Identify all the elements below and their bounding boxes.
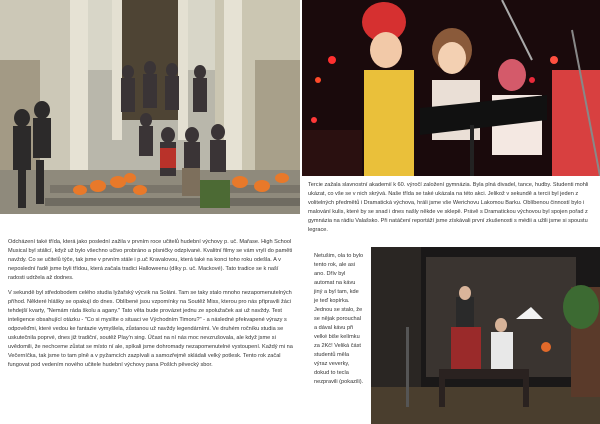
ski-course-paragraph bbox=[8, 289, 296, 370]
concert-stage-photo bbox=[302, 0, 600, 176]
coffee-machine-paragraph bbox=[314, 252, 364, 387]
ski-course-paragraph-text: V sekundě byl středobodem celého studia lyžařský výcvik na Soláni. Tam se taky stalo mnoho nezapomenutelných příhod. Některé hlášky se opakují do dnes. Oblíbené jsou vzpomínky na Soutěž Miss, kterou pro nás připravili žáci tehdejší kvarty, "Nemám ráda školu a agany." Tato věta bude provázet jednu ze spolužaček asi už navždy. Test inteligence obsahující otázku - "Co si myslíte o situaci ve Východním Timoru?" - a následné překvapené výrazy s odpověďmi, které vedou ke fantazie vymyšlela, zůstanou už navždy legendárními. Ve druhém ročníku studia se uskutečnila poprvé, dnes již tradiční, soutěž Play'n sing. Účast na ní nás moc nevzrušovala, ale když jsme si uvědomili, že nechceme zůstat se místo ní ale, spíkali jsme dohromady nezapomenutelné vystoupení. Každý mi na Večerníčka, tak jsme to tam plně a v pyžamcích zazpívali a samozřejmě skládali velký potlesk. Tento rok začal fungovat pod vedením nového učitele hudební výchovy pana Pošlch pěvecký sbor. bbox=[8, 290, 293, 368]
intro-paragraph-text: Odcházení také třída, která jako poslední zažila v prvním roce učitelů hudební výchovy p. uč. Mařase. High School Musical byl stálicí, když už bylo všechno učivo probráno a písničky odzpívané. Kvalitní filmy se vám vrylí do paměti navždy. Co se učitelů týče, tak jsme v prvním stále i p.uč Kravalovou, která také na konci toho roku odešla. A v neposlední řadě jsme byli třídou, která začala tradici Halloweenu (díky p. uč. Mackové). Tato tradice se k naší radosti udržela až dodnes. bbox=[8, 239, 293, 281]
concert-paragraph-text: Tercie zažala slavnostní akademií k 60. výročí založení gymnázia. Byla plná divadel, tance, hudby. Studenti mohli ukázat, co vše se v nich skrývá. Naše třída se také ukázala na této akci. Jelikož v sekundě a tercii byl jeden z volitelných předmětů i Dramatická výchova, hráli jsme vše Werichovu Lakomou Barku. Oblíbenou činností bylo i malování kulis, které by se snad i dnes našly někde ve sklepě. Právě s Dramatickou výchovou byl spojen pořad z gymnázia na rádiu Valašsko. Při natáčení reportáží jsme získávali první zkušenosti s médii a užili jsme si spoustu legrace. bbox=[308, 182, 589, 233]
school-group-photo bbox=[0, 0, 300, 214]
intro-paragraph bbox=[8, 238, 296, 283]
concert-paragraph bbox=[308, 181, 594, 235]
coffee-machine-paragraph-text: Netušim, ola to bylo tento rok, ale asi ano. Dřív byl automat na kávu jiný a byl tam, kde je teď kopírka. Jednou se stalo, že se nějak porouchal a dával kávu při velké biše kelímku za 2Kč! Veliká část studentů měla výraz veverky, dokud to tecla nezpravili (pokazili). bbox=[314, 253, 364, 385]
theater-stage-photo bbox=[371, 247, 600, 424]
